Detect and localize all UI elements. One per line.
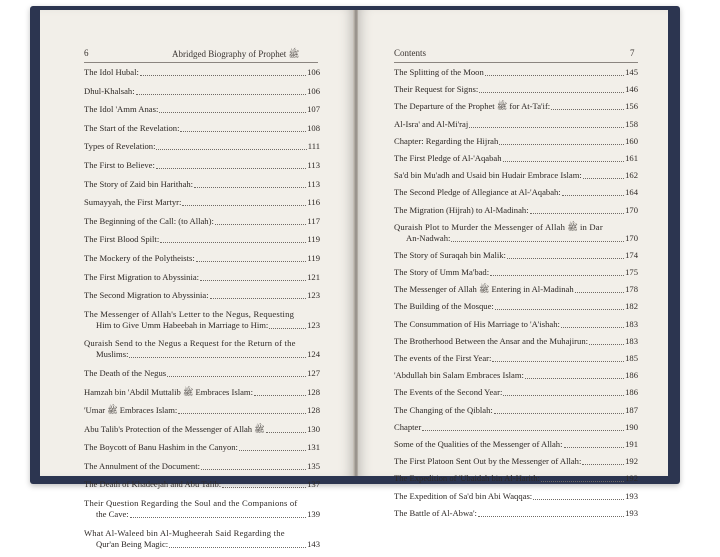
toc-entry-title: The Death of Khadeejah and Abu Talib: xyxy=(84,479,222,490)
dot-leader xyxy=(210,298,307,299)
toc-entry-row xyxy=(394,456,638,467)
toc-page-number: 119 xyxy=(307,234,320,245)
toc-page-number: 106 xyxy=(307,85,320,96)
toc-page-number: 161 xyxy=(625,152,638,163)
dot-leader xyxy=(507,258,624,259)
toc-page-number: 119 xyxy=(307,252,320,263)
toc-entry-title-line2: Muslims: xyxy=(96,349,129,360)
toc-page-number: 123 xyxy=(307,319,320,330)
toc-entry xyxy=(84,442,320,453)
dot-leader xyxy=(551,109,624,110)
toc-page-number: 183 xyxy=(625,318,638,329)
dot-leader xyxy=(485,75,624,76)
toc-entry-title: The First Blood Spilt: xyxy=(84,234,160,245)
dot-leader xyxy=(266,432,306,433)
toc-entry xyxy=(84,368,320,379)
toc-page-number: 174 xyxy=(625,249,638,260)
toc-entry-title: Their Request for Signs: xyxy=(394,84,479,95)
toc-entry-row xyxy=(394,153,638,164)
toc-entry-row xyxy=(84,141,320,152)
toc-page-number: 193 xyxy=(625,507,638,518)
toc-entry-title: The Story of Zaid bin Harithah: xyxy=(84,178,194,189)
dot-leader xyxy=(130,517,306,518)
toc-page-number: 139 xyxy=(307,509,320,520)
toc-entry xyxy=(84,253,320,264)
toc-entry-title: The Second Migration to Abyssinia: xyxy=(84,290,209,301)
toc-entry xyxy=(394,205,638,216)
dot-leader xyxy=(541,481,624,482)
dot-leader xyxy=(503,395,624,396)
toc-entry xyxy=(394,187,638,198)
toc-entry-row xyxy=(394,319,638,330)
toc-page-number: 183 xyxy=(625,335,638,346)
toc-entry xyxy=(84,309,320,331)
toc-entry xyxy=(84,86,320,97)
toc-entry xyxy=(394,136,638,147)
toc-page-number: 128 xyxy=(307,386,320,397)
dot-leader xyxy=(129,357,306,358)
toc-entry-title: Al-Isra' and Al-Mi'raj xyxy=(394,118,469,129)
dot-leader xyxy=(490,275,624,276)
dot-leader xyxy=(533,499,624,500)
toc-entry-row xyxy=(84,405,320,416)
toc-page-number: 143 xyxy=(307,538,320,549)
right-header-rule xyxy=(394,62,638,63)
toc-entry-title: The Messenger of Allah ﷺ Entering in Al-Madinah xyxy=(394,284,574,295)
toc-entry xyxy=(84,461,320,472)
toc-entry xyxy=(84,179,320,190)
toc-entry xyxy=(394,119,638,130)
dot-leader xyxy=(495,309,624,310)
toc-entry xyxy=(394,336,638,347)
toc-entry-row xyxy=(84,67,320,78)
dot-leader xyxy=(469,127,624,128)
toc-page-number: 178 xyxy=(625,284,638,295)
toc-page-number: 156 xyxy=(625,101,638,112)
toc-entry-row xyxy=(394,187,638,198)
toc-entry xyxy=(394,250,638,261)
toc-entry xyxy=(394,456,638,467)
toc-entry xyxy=(394,370,638,381)
toc-entry-row xyxy=(394,491,638,502)
toc-entry-title: Dhul-Khalsah: xyxy=(84,85,135,96)
toc-entry-row xyxy=(394,439,638,450)
toc-entry-title: The Death of the Negus xyxy=(84,367,167,378)
toc-entry-row xyxy=(84,216,320,227)
dot-leader xyxy=(140,75,306,76)
toc-page-number: 164 xyxy=(625,187,638,198)
toc-entry-title: The Changing of the Qiblah: xyxy=(394,404,493,415)
toc-entry xyxy=(84,104,320,115)
toc-entry-row xyxy=(84,86,320,97)
toc-entry-title-line1: The Messenger of Allah's Letter to the Negus, Requesting xyxy=(84,308,295,319)
dot-leader xyxy=(478,516,624,517)
toc-entry-title: The Expedition of Sa'd bin Abi Waqqas: xyxy=(394,490,533,501)
toc-entry-row xyxy=(394,508,638,519)
toc-page-number: 128 xyxy=(307,405,320,416)
dot-leader xyxy=(182,205,306,206)
toc-entry-row xyxy=(84,349,320,360)
toc-entry-row xyxy=(394,301,638,312)
dot-leader xyxy=(156,168,307,169)
dot-leader xyxy=(169,547,306,548)
dot-leader xyxy=(451,241,624,242)
toc-entry-row xyxy=(394,473,638,484)
toc-entry-title: 'Umar ﷺ Embraces Islam: xyxy=(84,405,178,416)
dot-leader xyxy=(583,178,624,179)
toc-page-number: 130 xyxy=(307,423,320,434)
toc-page-number: 191 xyxy=(625,438,638,449)
toc-entry-title: The Departure of the Prophet ﷺ for At-Ta'if: xyxy=(394,101,551,112)
toc-entry-title: 'Abdullah bin Salam Embraces Islam: xyxy=(394,370,524,381)
dot-leader xyxy=(479,92,624,93)
toc-entry xyxy=(394,405,638,416)
toc-entry-title-line1: Their Question Regarding the Soul and the Companions of xyxy=(84,498,298,509)
toc-entry xyxy=(394,508,638,519)
toc-page-number: 190 xyxy=(625,421,638,432)
toc-page-number: 131 xyxy=(307,442,320,453)
toc-entry xyxy=(394,491,638,502)
toc-entry-row xyxy=(84,160,320,171)
toc-entry-row xyxy=(394,422,638,433)
toc-entry-title: Some of the Qualities of the Messenger of Allah: xyxy=(394,438,563,449)
toc-entry xyxy=(394,422,638,433)
toc-entry-row xyxy=(394,233,638,244)
toc-entry-row xyxy=(394,250,638,261)
toc-entry-row xyxy=(394,284,638,295)
toc-entry-title: The Annulment of the Document: xyxy=(84,460,200,471)
toc-entry xyxy=(84,123,320,134)
toc-page-number: 127 xyxy=(307,367,320,378)
toc-entry xyxy=(84,498,320,520)
dot-leader xyxy=(254,395,306,396)
toc-entry-row xyxy=(84,179,320,190)
toc-page-number: 117 xyxy=(307,215,320,226)
toc-entry-title: The Building of the Mosque: xyxy=(394,301,494,312)
toc-page-number: 106 xyxy=(307,67,320,77)
toc-page-number: 182 xyxy=(625,301,638,312)
toc-entry-title-line2: An-Nadwah: xyxy=(406,232,451,243)
toc-entry-title: The Brotherhood Between the Ansar and the Muhajirun: xyxy=(394,335,589,346)
toc-entry-row xyxy=(84,509,320,520)
toc-entry-title: The First Migration to Abyssinia: xyxy=(84,271,200,282)
toc-entry xyxy=(84,141,320,152)
toc-page-number: 113 xyxy=(307,159,320,170)
toc-page-number: 192 xyxy=(625,456,638,467)
toc-entry xyxy=(394,101,638,112)
dot-leader xyxy=(178,413,306,414)
dot-leader xyxy=(494,413,624,414)
toc-entry-row xyxy=(84,104,320,115)
dot-leader xyxy=(156,149,306,150)
dot-leader xyxy=(215,224,307,225)
toc-entry xyxy=(394,170,638,181)
toc-entry-title: The Boycott of Banu Hashim in the Canyon: xyxy=(84,442,238,453)
toc-entry-row xyxy=(394,101,638,112)
toc-page-number: 170 xyxy=(625,204,638,215)
toc-entry-title: The First Platoon Sent Out by the Messenger of Allah: xyxy=(394,456,582,467)
toc-entry xyxy=(394,222,638,244)
dot-leader xyxy=(136,94,307,95)
toc-entry xyxy=(394,284,638,295)
toc-page-number: 135 xyxy=(307,460,320,471)
toc-entry xyxy=(394,84,638,95)
dot-leader xyxy=(159,112,306,113)
dot-leader xyxy=(269,328,306,329)
toc-entry-row xyxy=(84,197,320,208)
toc-entry xyxy=(394,353,638,364)
toc-entry-title-line1: Quraish Send to the Negus a Request for the Return of the xyxy=(84,338,296,349)
toc-entry-row xyxy=(84,387,320,398)
toc-entry-title-line2: Qur'an Being Magic: xyxy=(96,538,169,549)
toc-entry xyxy=(394,301,638,312)
toc-entry-title: Chapter xyxy=(394,421,422,432)
toc-entry xyxy=(394,473,638,484)
dot-leader xyxy=(561,327,624,328)
right-running-head: Contents xyxy=(394,48,427,58)
toc-entry-title: Types of Revelation: xyxy=(84,141,156,152)
dot-leader xyxy=(575,292,624,293)
toc-page-number: 145 xyxy=(625,67,638,77)
toc-page-number: 121 xyxy=(307,271,320,282)
toc-entry-row xyxy=(394,353,638,364)
dot-leader xyxy=(196,261,307,262)
toc-entry-row xyxy=(84,123,320,134)
toc-page-number: 170 xyxy=(625,232,638,243)
toc-entry-title: The Splitting of the Moon xyxy=(394,67,484,77)
toc-page-number: 116 xyxy=(307,197,320,208)
toc-entry-title-line1: What Al-Waleed bin Al-Mugheerah Said Regarding the xyxy=(84,527,285,538)
toc-entry-title: The First to Believe: xyxy=(84,159,155,170)
toc-entry xyxy=(394,387,638,398)
toc-entry xyxy=(84,528,320,550)
toc-entry-title: Abu Talib's Protection of the Messenger of Allah ﷺ xyxy=(84,423,265,434)
toc-entry-title: The events of the First Year: xyxy=(394,353,492,363)
toc-page-number: 162 xyxy=(625,170,638,181)
right-toc-list xyxy=(394,67,638,525)
toc-entry xyxy=(394,267,638,278)
toc-entry-row xyxy=(394,267,638,278)
dot-leader xyxy=(582,464,624,465)
left-toc-list xyxy=(84,67,320,557)
toc-page-number: 111 xyxy=(307,141,320,152)
toc-entry xyxy=(84,160,320,171)
toc-entry-row xyxy=(394,170,638,181)
toc-page-number: 175 xyxy=(625,267,638,278)
left-page xyxy=(40,10,354,549)
toc-entry-title: The Events of the Second Year: xyxy=(394,387,503,398)
left-running-head: Abridged Biography of Prophet ﷺ xyxy=(172,49,300,59)
toc-page-number: 186 xyxy=(625,387,638,398)
dot-leader xyxy=(167,376,306,377)
toc-page-number: 158 xyxy=(625,118,638,129)
toc-entry-title-line2: Him to Give Umm Habeebah in Marriage to Him: xyxy=(96,319,269,330)
toc-page-number: 107 xyxy=(307,104,320,115)
toc-entry-row xyxy=(84,290,320,301)
toc-entry xyxy=(84,67,320,78)
toc-entry-title: The Idol Hubal: xyxy=(84,67,139,77)
toc-entry-title: The Expedition of 'Ubaidah bin Al-Harith: xyxy=(394,473,540,484)
toc-entry xyxy=(84,387,320,398)
toc-page-number: 124 xyxy=(307,349,320,360)
toc-entry-title: The Start of the Revelation: xyxy=(84,122,180,133)
dot-leader xyxy=(492,361,624,362)
toc-entry-row xyxy=(394,84,638,95)
toc-entry-row xyxy=(84,368,320,379)
toc-entry-row xyxy=(394,405,638,416)
toc-entry xyxy=(84,424,320,435)
toc-page-number: 160 xyxy=(625,135,638,146)
dot-leader xyxy=(194,187,306,188)
left-page-number: 6 xyxy=(84,48,89,58)
toc-entry xyxy=(84,338,320,360)
right-page-number: 7 xyxy=(630,48,635,58)
toc-entry-row xyxy=(394,67,638,78)
toc-entry-row xyxy=(394,205,638,216)
toc-entry xyxy=(84,272,320,283)
dot-leader xyxy=(530,213,625,214)
toc-entry xyxy=(84,290,320,301)
toc-entry-row xyxy=(84,320,320,331)
toc-page-number: 108 xyxy=(307,122,320,133)
toc-page-number: 146 xyxy=(625,84,638,95)
toc-page-number: 185 xyxy=(625,353,638,363)
toc-entry-title: The Story of Umm Ma'bad: xyxy=(394,267,490,278)
toc-entry-title: The Battle of Al-Abwa': xyxy=(394,507,477,518)
toc-page-number: 193 xyxy=(625,490,638,501)
toc-entry-row xyxy=(84,442,320,453)
toc-entry xyxy=(84,234,320,245)
toc-entry-title: The Migration (Hijrah) to Al-Madinah: xyxy=(394,204,529,215)
right-page xyxy=(358,10,668,518)
toc-page-number: 113 xyxy=(307,178,320,189)
toc-entry-title: Chapter: Regarding the Hijrah xyxy=(394,135,499,146)
toc-entry xyxy=(394,67,638,78)
toc-entry-row xyxy=(84,234,320,245)
toc-page-number: 192 xyxy=(625,473,638,484)
toc-entry-title: The Beginning of the Call: (to Allah): xyxy=(84,215,214,226)
toc-entry-row xyxy=(394,370,638,381)
toc-entry-title: Sa'd bin Mu'adh and Usaid bin Hudair Embrace Islam: xyxy=(394,170,582,181)
toc-entry xyxy=(394,319,638,330)
toc-entry-row xyxy=(84,253,320,264)
dot-leader xyxy=(564,447,625,448)
toc-entry-row xyxy=(394,336,638,347)
dot-leader xyxy=(503,161,625,162)
toc-entry xyxy=(84,405,320,416)
toc-page-number: 137 xyxy=(307,479,320,490)
dot-leader xyxy=(160,242,306,243)
toc-entry-title: The Consummation of His Marriage to 'A'ishah: xyxy=(394,318,560,329)
toc-page-number: 187 xyxy=(625,404,638,415)
toc-page-number: 123 xyxy=(307,290,320,301)
toc-entry-title-line1: Quraish Plot to Murder the Messenger of Allah ﷺ in Dar xyxy=(394,221,603,232)
dot-leader xyxy=(589,344,624,345)
dot-leader xyxy=(200,280,306,281)
toc-entry xyxy=(394,153,638,164)
dot-leader xyxy=(239,450,306,451)
toc-entry-row xyxy=(394,119,638,130)
toc-entry-row xyxy=(84,539,320,550)
toc-entry-row xyxy=(84,461,320,472)
toc-entry-row xyxy=(394,387,638,398)
dot-leader xyxy=(499,144,624,145)
dot-leader xyxy=(222,487,306,488)
dot-leader xyxy=(201,469,306,470)
dot-leader xyxy=(562,195,624,196)
toc-entry-row xyxy=(84,424,320,435)
toc-entry-title: The First Pledge of Al-'Aqabah xyxy=(394,152,502,163)
toc-entry-row xyxy=(84,272,320,283)
toc-entry-title: The Mockery of the Polytheists: xyxy=(84,252,195,263)
dot-leader xyxy=(422,430,624,431)
dot-leader xyxy=(525,378,624,379)
toc-entry-title: Hamzah bin 'Abdil Muttalib ﷺ Embraces Islam: xyxy=(84,386,253,397)
toc-entry-title: The Second Pledge of Allegiance at Al-'Aqabah: xyxy=(394,187,561,198)
toc-page-number: 186 xyxy=(625,370,638,381)
toc-entry xyxy=(84,216,320,227)
toc-entry-title: Sumayyah, the First Martyr: xyxy=(84,197,182,208)
toc-entry-title: The Story of Suraqah bin Malik: xyxy=(394,249,506,260)
toc-entry xyxy=(84,197,320,208)
toc-entry xyxy=(394,439,638,450)
toc-entry-row xyxy=(394,136,638,147)
dot-leader xyxy=(180,131,306,132)
toc-entry-title-line2: the Cave: xyxy=(96,509,129,520)
left-header-rule xyxy=(84,62,318,63)
toc-entry-title: The Idol 'Amm Anas: xyxy=(84,104,159,115)
